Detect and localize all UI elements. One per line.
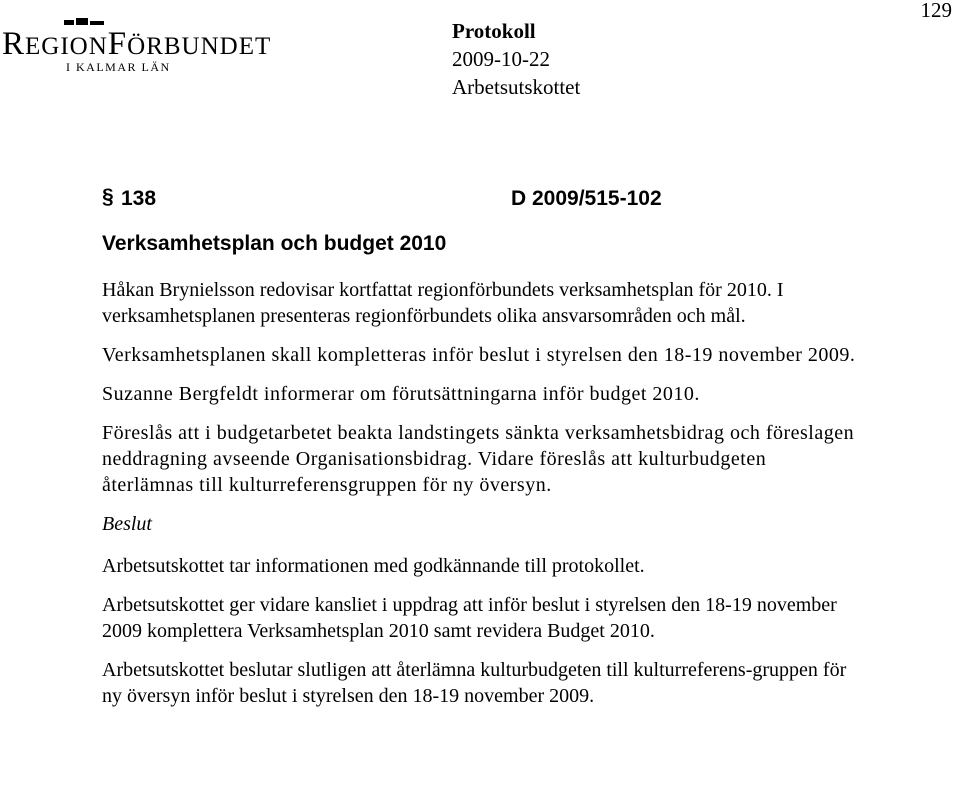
document-header [452, 17, 580, 101]
diary-number: D 2009/515-102 [511, 187, 662, 210]
minutes-body [102, 277, 862, 722]
decision-item: Arbetsutskottet tar informationen med godkännande till protokollet. [102, 555, 645, 577]
paragraph: Verksamhetsplanen skall kompletteras inför beslut i styrelsen den 18-19 november 2009. [102, 344, 856, 366]
page-number: 129 [920, 0, 952, 22]
section-heading [102, 185, 722, 217]
decision-item: Arbetsutskottet ger vidare kansliet i uppdrag att inför beslut i styrelsen den 18-19 november 2009 komplettera Verksamhetsplan 2010 samt revidera Budget 2010. [102, 594, 837, 642]
committee-name: Arbetsutskottet [452, 75, 581, 99]
paragraph-mark: § [102, 185, 114, 208]
paragraph: Föreslås att i budgetarbetet beakta landstingets sänkta verksamhetsbidrag och föreslagen neddragning avseende Organisationsbidrag. Vidare föreslås att kulturbudgeten återlämnas till kulturreferensgruppen för ny översyn. [102, 422, 855, 496]
meeting-date: 2009-10-22 [452, 47, 550, 71]
item-number: 138 [121, 187, 157, 210]
paragraph: Suzanne Bergfeldt informerar om förutsättningarna inför budget 2010. [102, 383, 700, 405]
organization-logo [0, 18, 272, 78]
paragraph: Håkan Brynielsson redovisar kortfattat regionförbundets verksamhetsplan för 2010. I verksamhetsplanen presenteras regionförbundets olika ansvarsområden och mål. [102, 279, 784, 327]
section-title: Verksamhetsplan och budget 2010 [102, 232, 447, 255]
logo-region: I KALMAR LÄN [66, 60, 171, 74]
decision-heading: Beslut [102, 513, 152, 535]
decision-item: Arbetsutskottet beslutar slutligen att återlämna kulturbudgeten till kulturreferens-gruppen för ny översyn inför beslut i styrelsen den 18-19 november 2009. [102, 659, 847, 707]
document-title: Protokoll [452, 19, 536, 43]
logo-name: REGIONFÖRBUNDET [2, 26, 272, 62]
